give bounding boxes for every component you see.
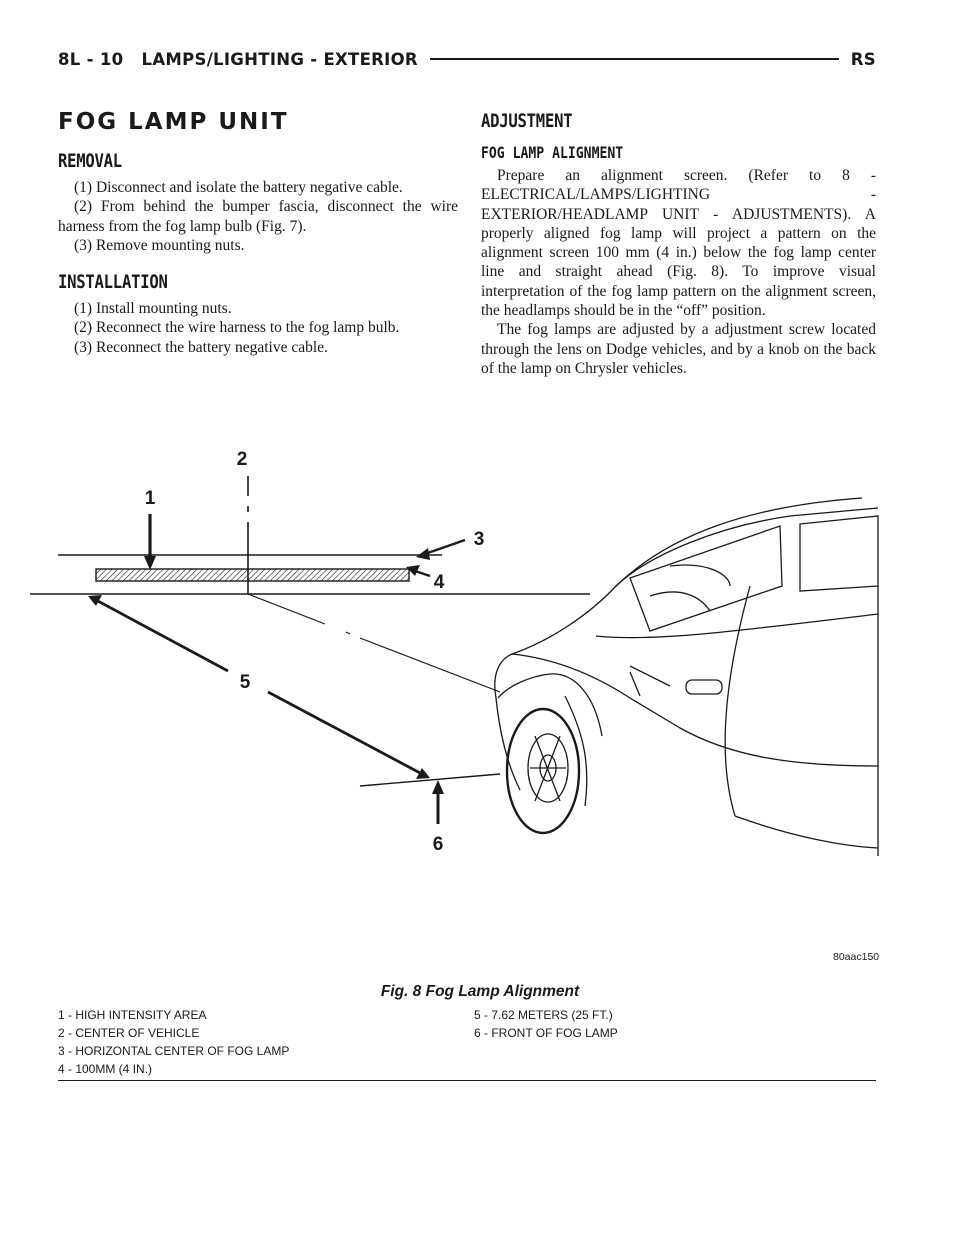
callout-6-label: 6 <box>432 834 444 855</box>
installation-step-3: (3) Reconnect the battery negative cable. <box>74 338 328 356</box>
legend-right-column <box>474 1006 874 1042</box>
callout-4-label: 4 <box>433 572 445 593</box>
removal-section <box>58 148 458 255</box>
callout-5-label: 5 <box>239 672 251 693</box>
legend-item-2: 2 - CENTER OF VEHICLE <box>58 1026 200 1040</box>
installation-section <box>58 269 458 357</box>
header-left <box>58 50 418 69</box>
callout-1-label: 1 <box>144 488 156 509</box>
vehicle-hood-outline <box>495 498 862 790</box>
wheel-arch <box>498 674 602 736</box>
alignment-screen <box>30 476 590 786</box>
legend-bottom-rule <box>58 1080 876 1081</box>
legend-item-4: 4 - 100MM (4 IN.) <box>58 1062 153 1076</box>
windshield <box>630 526 782 631</box>
fog-lamp-unit-title: FOG LAMP UNIT <box>58 109 289 135</box>
right-column <box>481 108 876 378</box>
alignment-paragraph-1: Prepare an alignment screen. (Refer to 8 - ELECTRICAL/LAMPS/LIGHTING - EXTERIOR/HEADLAMP UNIT - ADJUSTMENTS). A properly aligned fog lamp will project a pattern on the alignment screen 100 mm (4 in.) below the fog lamp center line and straight ahead (Fig. 8). To improve visual interpretation of the fog lamp pattern on the alignment screen, the headlamps should be in the “off” position. <box>481 167 876 320</box>
adjustment-heading: ADJUSTMENT <box>481 110 573 132</box>
left-column <box>58 108 458 371</box>
callout-5-arrow-upper <box>96 600 228 671</box>
door-handle <box>686 680 722 694</box>
callout-arrows <box>88 514 465 824</box>
vehicle-drawing <box>495 498 878 856</box>
door-seam <box>725 586 750 816</box>
header-rule <box>430 58 839 60</box>
installation-step-2: (2) Reconnect the wire harness to the fog lamp bulb. <box>74 319 400 337</box>
figure-code: 80aac150 <box>833 951 880 963</box>
page-reference: 8L - 10 <box>58 49 124 69</box>
callout-labels <box>145 449 485 855</box>
removal-step-2: (2) From behind the bumper fascia, disconnect the wire harness from the fog lamp bulb (Fig. 7). <box>58 198 458 235</box>
fog-lamp-front-line <box>360 774 500 786</box>
model-code: RS <box>850 49 876 69</box>
fog-lamp-alignment-figure <box>30 436 910 976</box>
side-window <box>800 516 878 591</box>
legend-item-1: 1 - HIGH INTENSITY AREA <box>58 1008 207 1022</box>
section-title: LAMPS/LIGHTING - EXTERIOR <box>141 49 418 69</box>
vehicle-center-floor-line <box>248 594 325 624</box>
high-intensity-area <box>96 569 409 581</box>
removal-step-3: (3) Remove mounting nuts. <box>74 236 245 254</box>
alignment-paragraph-2: The fog lamps are adjusted by a adjustment screw located through the lens on Dodge vehicles, and by a knob on the back of the lamp on Chrysler vehicles. <box>481 321 876 377</box>
removal-heading: REMOVAL <box>58 150 122 172</box>
legend-left-column <box>58 1006 458 1078</box>
installation-step-1: (1) Install mounting nuts. <box>74 300 232 318</box>
legend-item-6: 6 - FRONT OF FOG LAMP <box>474 1026 618 1040</box>
figure-caption: Fig. 8 Fog Lamp Alignment <box>380 983 580 1000</box>
body-side-line <box>512 654 878 766</box>
callout-5-arrow-lower <box>268 692 422 774</box>
removal-step-1: (1) Disconnect and isolate the battery negative cable. <box>74 179 403 196</box>
callout-2-label: 2 <box>236 449 248 470</box>
fog-lamp-alignment-heading: FOG LAMP ALIGNMENT <box>481 143 624 162</box>
callout-3-label: 3 <box>473 529 485 550</box>
page-header <box>58 46 876 72</box>
installation-heading: INSTALLATION <box>58 271 168 294</box>
legend-item-3: 3 - HORIZONTAL CENTER OF FOG LAMP <box>58 1044 290 1058</box>
legend-item-5: 5 - 7.62 METERS (25 FT.) <box>474 1008 613 1022</box>
